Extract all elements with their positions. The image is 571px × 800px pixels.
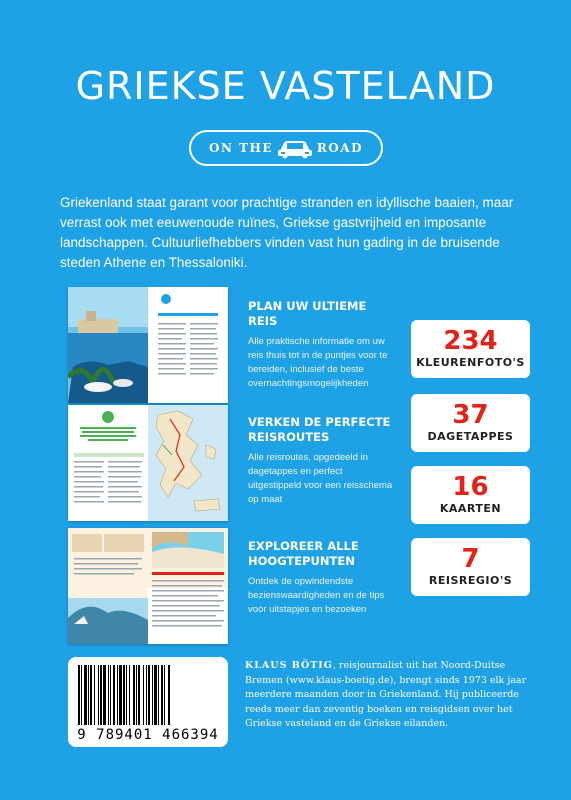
spread-image-beach xyxy=(68,528,228,644)
stat-label: KLEURENFOTO'S xyxy=(416,356,525,369)
intro-text: Griekenland staat garant voor prachtige stranden en idyllische baaien, maar verrast ook met eeuwenoude ruïnes, Griekse gastvrijheid en imposante landschappen. Cultuurliefhebbers vinden vast hun gading in de bruisende steden Athene en Thessaloniki. xyxy=(60,195,514,270)
feature-title: VERKEN DE PERFECTE REISROUTES xyxy=(248,415,391,444)
barcode-bar xyxy=(152,665,153,725)
feature-title: PLAN UW ULTIEME REIS xyxy=(248,299,367,328)
author-text: , reisjournalist uit het Noord-Duitse Bremen (www.klaus-boetig.de), brengt sinds 1973 elk jaar meerdere maanden door in Griekenland. Hij publiceerde reeds meer dan zeventig boeken en reisgidsen over het Griekse vasteland en de Griekse eilanden. xyxy=(245,660,527,729)
thumbnail-highlights xyxy=(68,528,228,644)
feature-highlights xyxy=(248,539,398,617)
barcode-bar xyxy=(113,665,115,725)
barcode-bar xyxy=(138,665,140,725)
author-bio xyxy=(245,659,535,732)
stat-value: 37 xyxy=(452,400,489,430)
barcode-bar xyxy=(100,665,102,725)
barcode-bar xyxy=(168,665,170,725)
feature-plan xyxy=(248,299,398,391)
feature-text: Alle praktische informatie om uw reis thuis tot in de puntjes voor te bereiden, inclusief de beste overnachtingsmogelijkheden xyxy=(248,336,388,389)
barcode-bar xyxy=(161,665,163,725)
barcode-bars xyxy=(76,665,220,725)
stat-photos xyxy=(411,320,530,378)
feature-text: Alle reisroutes, opgedeeld in dagetappes en perfect uitgestippeld voor een reisschema op maat xyxy=(248,452,393,505)
barcode-bar xyxy=(117,665,118,725)
stat-label: DAGETAPPES xyxy=(427,430,514,443)
stat-maps xyxy=(411,466,530,524)
feature-text: Ontdek de opwindendste bezienswaardigheden en de tips voor uitstapjes en bezoeken xyxy=(248,576,385,615)
stat-regions xyxy=(411,538,530,596)
badge-right-text: ROAD xyxy=(316,141,363,155)
barcode-bar xyxy=(84,665,87,725)
isbn-digits: 9 789401 466394 xyxy=(77,727,219,743)
barcode-bar xyxy=(108,665,109,725)
barcode-bar xyxy=(154,665,157,725)
barcode-bar xyxy=(143,665,144,725)
barcode-bar xyxy=(126,665,127,725)
barcode-bar xyxy=(136,665,137,725)
thumbnail-practical-info xyxy=(68,287,228,403)
barcode-bar xyxy=(110,665,111,725)
feature-title: EXPLOREER ALLE HOOGTEPUNTEN xyxy=(248,539,359,568)
barcode-bar xyxy=(90,665,92,725)
barcode-bar xyxy=(164,665,165,725)
stat-label: REISREGIO'S xyxy=(428,574,513,587)
stat-label: KAARTEN xyxy=(439,502,502,515)
barcode-bar xyxy=(146,665,147,725)
barcode-bar xyxy=(98,665,99,725)
barcode-bar xyxy=(88,665,89,725)
barcode-bar xyxy=(94,665,95,725)
barcode-bar xyxy=(148,665,150,725)
stat-value: 7 xyxy=(461,544,480,574)
barcode-bar xyxy=(78,665,80,725)
spread-image-route-map xyxy=(68,405,228,521)
isbn-barcode xyxy=(68,657,228,747)
barcode-bar xyxy=(133,665,135,725)
barcode-bar xyxy=(119,665,122,725)
author-name: KLAUS BÖTIG xyxy=(245,660,333,671)
stat-stages xyxy=(411,394,530,452)
book-title: GRIEKSE VASTELAND xyxy=(75,64,496,108)
barcode-bar xyxy=(129,665,130,725)
barcode-bar xyxy=(123,665,125,725)
barcode-bar xyxy=(103,665,106,725)
thumbnail-routes xyxy=(68,405,228,521)
badge-left-text: ON THE xyxy=(209,141,274,155)
spread-image-harbor xyxy=(68,287,228,403)
car-icon xyxy=(276,137,314,159)
feature-routes xyxy=(248,415,398,507)
on-the-road-badge xyxy=(189,130,383,166)
stat-value: 234 xyxy=(443,326,498,356)
barcode-bar xyxy=(158,665,159,725)
stat-value: 16 xyxy=(452,472,489,502)
barcode-bar xyxy=(81,665,82,725)
